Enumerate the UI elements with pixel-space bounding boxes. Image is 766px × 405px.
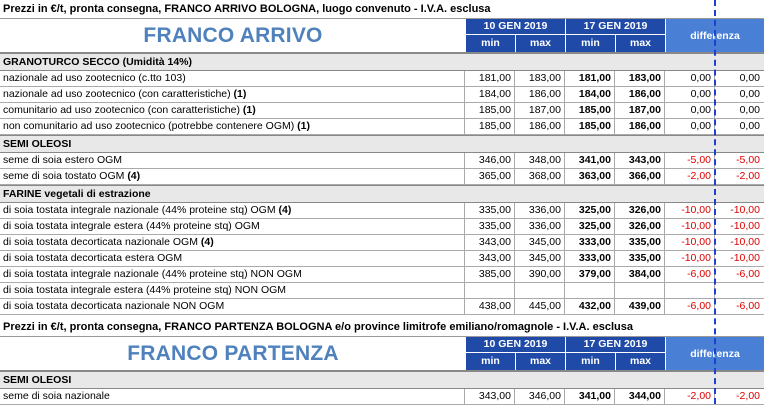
cell-max-prev: 186,00 [515,119,565,134]
arrivo-title: FRANCO ARRIVO [143,23,323,47]
cell-diff-min: -2,00 [665,389,715,404]
cell-diff-max: -10,00 [730,204,760,216]
partenza-max2: max [616,353,666,370]
cell-max-prev: 390,00 [515,267,565,282]
row-note: (4) [278,204,292,216]
cell-diff-min: 0,00 [665,87,715,102]
table-row [0,169,764,185]
cell-diff-min: -5,00 [665,153,715,168]
cell-max-prev: 186,00 [515,87,565,102]
arrivo-header: Prezzi in €/t, pronta consegna, FRANCO ARRIVO BOLOGNA, luogo convenuto - I.V.A. esclusa [0,0,764,19]
cell-diff-max: 0,00 [739,88,760,100]
cell-max-prev: 187,00 [515,103,565,118]
cell-max-curr: 344,00 [615,389,665,404]
partenza-col-date2 [566,337,666,370]
row-label-text: nazionale ad uso zootecnico (c.tto 103) [3,72,186,84]
row-label-text: seme di soia estero OGM [3,154,123,166]
row-label [0,119,465,134]
cell-diff-min: 0,00 [665,103,715,118]
partenza-min2: min [566,353,616,370]
row-note: (1) [297,120,311,132]
cell-min-prev: 343,00 [465,389,515,404]
cell-max-prev: 345,00 [515,235,565,250]
table-row [0,87,764,103]
partenza-date2: 17 GEN 2019 [566,337,666,353]
cell-max-curr: 183,00 [615,71,665,86]
cell-diff-max: -2,00 [736,390,760,402]
arrivo-col-date2 [566,19,666,52]
row-label-text: di soia tostata decorticata nazionale NON OGM [3,300,225,312]
table-row [0,299,764,315]
cell-min-prev: 346,00 [465,153,515,168]
table-row [0,235,764,251]
partenza-band [0,337,764,371]
cell-diff-min: -10,00 [665,235,715,250]
partenza-header: Prezzi in €/t, pronta consegna, FRANCO PARTENZA BOLOGNA e/o province limitrofe emiliano/romagnole - I.V.A. esclusa [0,318,764,337]
cell-min-prev: 181,00 [465,71,515,86]
arrivo-col-date1 [466,19,566,52]
cell-min-curr [565,283,615,298]
cell-diff-min: 0,00 [665,119,715,134]
cell-min-prev: 438,00 [465,299,515,314]
table-row [0,251,764,267]
cell-max-curr: 187,00 [615,103,665,118]
arrivo-band [0,19,764,53]
row-label [0,71,465,86]
row-label [0,203,465,218]
cell-max-prev: 183,00 [515,71,565,86]
row-label-text: nazionale ad uso zootecnico (con caratteristiche) [3,88,234,100]
cell-diff-max: -10,00 [730,252,760,264]
cell-diff-max: 0,00 [739,120,760,132]
row-label [0,283,465,298]
cell-min-curr: 185,00 [565,119,615,134]
row-note: (4) [200,236,214,248]
cell-min-prev [465,283,515,298]
row-label-text: comunitario ad uso zootecnico (con caratteristiche) [3,104,243,116]
row-note: (4) [127,170,141,182]
cell-max-curr: 343,00 [615,153,665,168]
cell-min-curr: 379,00 [565,267,615,282]
cell-max-curr: 366,00 [615,169,665,184]
cell-max-curr: 384,00 [615,267,665,282]
cell-min-curr: 363,00 [565,169,615,184]
cell-max-curr: 335,00 [615,235,665,250]
partenza-section-title: SEMI OLEOSI [0,371,764,389]
arrivo-date1: 10 GEN 2019 [466,19,566,35]
row-label [0,87,465,102]
cell-max-curr: 186,00 [615,87,665,102]
cell-min-curr: 333,00 [565,251,615,266]
table-row [0,203,764,219]
row-label-text: di soia tostata integrale estera (44% proteine stq) NON OGM [3,284,287,296]
cell-max-curr: 326,00 [615,203,665,218]
cell-max-prev: 368,00 [515,169,565,184]
partenza-col-date1 [466,337,566,370]
table-row [0,119,764,135]
row-label-text: seme di soia tostato OGM [3,170,128,182]
cell-diff-max: -2,00 [736,170,760,182]
table-row [0,103,764,119]
partenza-min1: min [466,353,516,370]
row-label [0,299,465,314]
cell-min-curr: 432,00 [565,299,615,314]
cell-diff-min: 0,00 [665,71,715,86]
arrivo-sections [0,53,764,315]
cell-diff-max: -10,00 [730,236,760,248]
row-note: (1) [233,88,247,100]
cell-diff-min: -6,00 [665,299,715,314]
table-row [0,219,764,235]
row-label-text: di soia tostata decorticata estera OGM [3,252,183,264]
cell-diff-max: -10,00 [730,220,760,232]
cell-diff-max: 0,00 [739,72,760,84]
section-title: SEMI OLEOSI [0,135,764,153]
section-title: FARINE vegetali di estrazione [0,185,764,203]
row-label-text: di soia tostata integrale nazionale (44% proteine stq) OGM [3,204,279,216]
partenza-date1: 10 GEN 2019 [466,337,566,353]
cell-max-prev [515,283,565,298]
cell-min-curr: 181,00 [565,71,615,86]
partenza-max1: max [516,353,566,370]
cell-min-prev: 184,00 [465,87,515,102]
cell-max-prev: 445,00 [515,299,565,314]
partenza-title: FRANCO PARTENZA [127,341,339,365]
cell-min-prev: 365,00 [465,169,515,184]
page-break-line [714,0,716,404]
cell-min-curr: 325,00 [565,203,615,218]
cell-diff-max: -6,00 [736,268,760,280]
arrivo-max1: max [516,35,566,52]
arrivo-max2: max [616,35,666,52]
cell-min-curr: 341,00 [565,389,615,404]
cell-diff-max: -6,00 [736,300,760,312]
section-title: GRANOTURCO SECCO (Umidità 14%) [0,53,764,71]
table-row [0,283,764,299]
row-label [0,153,465,168]
cell-min-prev: 335,00 [465,203,515,218]
row-label [0,169,465,184]
partenza-diff-header: differenza [666,337,764,370]
row-label-text: di soia tostata integrale estera (44% proteine stq) OGM [3,220,260,232]
row-label [0,219,465,234]
cell-max-curr: 186,00 [615,119,665,134]
cell-diff-min [665,283,715,298]
cell-diff-min: -6,00 [665,267,715,282]
cell-diff-max: -5,00 [736,154,760,166]
row-label [0,251,465,266]
arrivo-diff-header: differenza [666,19,764,52]
cell-min-prev: 335,00 [465,219,515,234]
cell-max-curr: 439,00 [615,299,665,314]
cell-min-curr: 341,00 [565,153,615,168]
cell-min-curr: 333,00 [565,235,615,250]
row-label-text: di soia tostata integrale nazionale (44% proteine stq) NON OGM [3,268,302,280]
cell-max-curr [615,283,665,298]
cell-diff-min: -10,00 [665,251,715,266]
cell-max-curr: 335,00 [615,251,665,266]
row-label [0,235,465,250]
cell-diff-min: -10,00 [665,219,715,234]
cell-min-curr: 185,00 [565,103,615,118]
row-label [0,103,465,118]
cell-max-prev: 345,00 [515,251,565,266]
cell-max-prev: 346,00 [515,389,565,404]
row-label-text: non comunitario ad uso zootecnico (potrebbe contenere OGM) [3,120,298,132]
table-row [0,389,764,405]
cell-min-curr: 184,00 [565,87,615,102]
cell-diff-max [715,283,763,298]
cell-min-prev: 343,00 [465,235,515,250]
cell-max-prev: 336,00 [515,219,565,234]
cell-min-prev: 185,00 [465,119,515,134]
cell-max-prev: 348,00 [515,153,565,168]
cell-min-prev: 185,00 [465,103,515,118]
row-label: seme di soia nazionale [0,389,465,404]
row-note: (1) [242,104,256,116]
row-label-text: di soia tostata decorticata nazionale OGM [3,236,201,248]
arrivo-min2: min [566,35,616,52]
cell-max-curr: 326,00 [615,219,665,234]
arrivo-min1: min [466,35,516,52]
table-row [0,267,764,283]
table-row [0,71,764,87]
table-row [0,153,764,169]
cell-diff-max: 0,00 [739,104,760,116]
row-label [0,267,465,282]
arrivo-date2: 17 GEN 2019 [566,19,666,35]
cell-min-prev: 385,00 [465,267,515,282]
cell-diff-min: -2,00 [665,169,715,184]
cell-min-curr: 325,00 [565,219,615,234]
cell-max-prev: 336,00 [515,203,565,218]
cell-min-prev: 343,00 [465,251,515,266]
cell-diff-min: -10,00 [665,203,715,218]
